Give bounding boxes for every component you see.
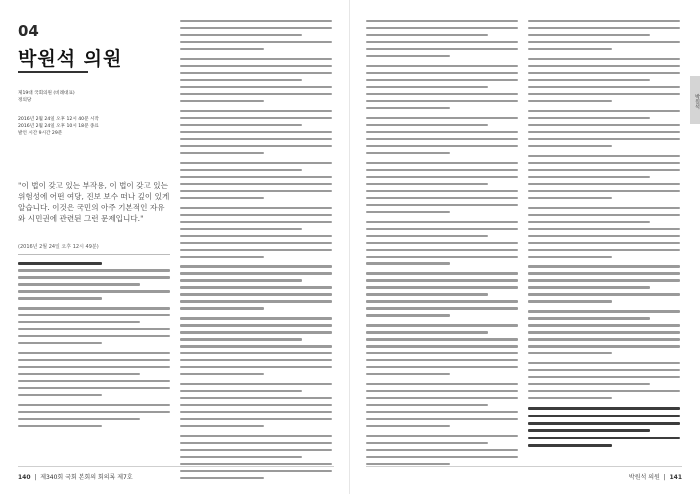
text-line <box>528 197 612 199</box>
text-line <box>366 435 518 437</box>
text-line <box>366 197 518 199</box>
text-line <box>180 124 302 126</box>
text-line <box>366 211 450 213</box>
text-line <box>180 79 302 81</box>
text-line <box>366 107 450 109</box>
text-line <box>528 100 612 102</box>
text-line <box>528 310 680 312</box>
text-line <box>528 27 680 29</box>
text-line <box>180 110 332 112</box>
text-line <box>366 65 518 67</box>
chapter-number: 04 <box>18 22 39 40</box>
text-line-emphasis <box>528 437 680 440</box>
text-line <box>528 48 612 50</box>
text-line <box>366 404 488 406</box>
text-line <box>180 317 332 319</box>
text-line <box>528 279 680 281</box>
text-line <box>180 397 332 399</box>
text-line <box>366 176 518 178</box>
text-line <box>366 221 518 223</box>
text-line <box>366 169 518 171</box>
text-line <box>366 300 518 302</box>
text-line <box>528 162 680 164</box>
text-line <box>366 41 518 43</box>
text-line <box>18 418 140 420</box>
right-footer: 박원석 의원 | 141 <box>628 474 682 481</box>
text-line <box>366 456 518 458</box>
text-line <box>18 335 170 337</box>
text-line <box>528 256 612 258</box>
text-line <box>366 145 518 147</box>
text-line <box>180 373 264 375</box>
text-line <box>528 362 680 364</box>
text-line <box>528 117 650 119</box>
text-line <box>18 262 102 265</box>
session-times <box>18 116 99 137</box>
text-line <box>528 221 650 223</box>
member-info-line: 정의당 <box>18 98 32 103</box>
text-line <box>528 317 650 319</box>
text-line <box>528 190 680 192</box>
text-line <box>528 369 680 371</box>
text-line <box>180 176 332 178</box>
text-line <box>366 338 518 340</box>
text-line <box>180 20 332 22</box>
text-line <box>366 397 518 399</box>
text-line <box>180 279 302 281</box>
text-line <box>366 307 518 309</box>
text-line <box>366 242 518 244</box>
publication-title: 제340회 국회 본회의 회의록 제7호 <box>40 474 133 481</box>
text-line <box>180 117 332 119</box>
text-line <box>528 376 680 378</box>
text-line <box>528 20 680 22</box>
text-line <box>366 152 450 154</box>
text-line <box>180 449 332 451</box>
text-line <box>18 314 170 316</box>
quote-divider <box>18 254 170 255</box>
text-line <box>180 404 332 406</box>
text-line <box>366 228 518 230</box>
text-line <box>366 262 450 264</box>
session-end: 2016년 2월 24일 오후 10시 18분 종료 <box>18 124 99 129</box>
text-line <box>528 235 680 237</box>
text-line <box>18 373 140 375</box>
text-line <box>528 272 680 274</box>
text-line <box>18 283 140 285</box>
text-line <box>180 242 332 244</box>
text-line <box>366 463 450 465</box>
text-line <box>18 380 170 382</box>
text-line <box>528 397 612 399</box>
text-line <box>366 390 518 392</box>
text-line <box>180 235 332 237</box>
text-line <box>180 93 332 95</box>
text-line-emphasis <box>528 415 680 418</box>
text-line <box>528 352 612 354</box>
body-column-1 <box>18 262 170 432</box>
text-line <box>528 300 612 302</box>
text-line <box>528 58 680 60</box>
text-line <box>180 272 332 274</box>
text-line <box>180 65 332 67</box>
text-line <box>366 131 518 133</box>
text-line <box>528 79 650 81</box>
text-line <box>366 279 518 281</box>
text-line <box>180 58 332 60</box>
text-line <box>180 249 332 251</box>
text-line <box>18 359 170 361</box>
text-line <box>528 390 680 392</box>
member-info-line: 제19대 국회의원 (비례대표) <box>18 91 75 96</box>
text-line <box>180 190 332 192</box>
text-line <box>528 324 680 326</box>
text-line <box>366 34 488 36</box>
footer-rule <box>18 466 334 467</box>
text-line <box>528 242 680 244</box>
text-line <box>366 331 488 333</box>
left-footer: 140 | 제340회 국회 본회의 회의록 제7호 <box>18 474 133 481</box>
text-line <box>366 293 488 295</box>
text-line <box>528 265 680 267</box>
body-column-4 <box>528 20 680 452</box>
text-line <box>366 449 518 451</box>
text-line <box>528 65 680 67</box>
text-line <box>528 110 680 112</box>
text-line <box>180 463 332 465</box>
text-line <box>366 55 450 57</box>
text-line <box>528 86 680 88</box>
text-line <box>180 183 332 185</box>
text-line <box>180 145 332 147</box>
text-line <box>366 345 518 347</box>
text-line <box>366 138 518 140</box>
text-line <box>18 425 102 427</box>
text-line <box>18 352 170 354</box>
text-line <box>180 338 302 340</box>
text-line <box>366 314 450 316</box>
text-line <box>180 470 332 472</box>
text-line <box>18 328 170 330</box>
text-line <box>528 72 680 74</box>
pull-quote: "이 법이 갖고 있는 부작용, 이 법이 갖고 있는 위험성에 어떤 여당, 진보 보수 떠나 깊이 있게 알습니다. 이것은 국민의 아주 기본적인 자유와 시민권에 관련된 그런 문제입니다." <box>18 181 170 223</box>
chapter-footer-title: 박원석 의원 <box>628 474 660 481</box>
text-line <box>528 286 650 288</box>
text-line <box>366 418 518 420</box>
text-line <box>18 394 102 396</box>
text-line <box>180 48 264 50</box>
text-line <box>180 383 332 385</box>
text-line <box>366 190 518 192</box>
text-line <box>366 72 518 74</box>
body-column-2 <box>180 20 332 484</box>
text-line <box>528 183 680 185</box>
text-line <box>180 477 264 479</box>
chapter-side-tab: 박원석 <box>690 76 700 124</box>
text-line <box>18 297 102 299</box>
text-line <box>366 366 518 368</box>
text-line <box>180 286 332 288</box>
text-line <box>528 176 650 178</box>
text-line <box>528 124 680 126</box>
text-line <box>366 352 518 354</box>
text-line <box>366 27 518 29</box>
text-line <box>180 418 332 420</box>
text-line <box>180 207 332 209</box>
text-line <box>180 169 302 171</box>
text-line <box>528 383 650 385</box>
text-line <box>366 100 518 102</box>
text-line <box>180 221 332 223</box>
body-column-3 <box>366 20 518 470</box>
text-line <box>366 79 518 81</box>
text-line <box>366 324 518 326</box>
text-line <box>528 169 680 171</box>
text-line <box>180 72 332 74</box>
text-line <box>180 425 264 427</box>
text-line-emphasis <box>528 429 650 432</box>
text-line <box>528 214 680 216</box>
text-line <box>18 366 170 368</box>
text-line <box>528 293 680 295</box>
text-line <box>528 155 680 157</box>
text-line <box>180 256 264 258</box>
text-line <box>366 183 488 185</box>
text-line <box>180 228 302 230</box>
text-line <box>528 41 680 43</box>
footer-rule <box>366 466 682 467</box>
text-line <box>528 93 680 95</box>
text-line <box>18 411 170 413</box>
text-line <box>180 152 264 154</box>
member-info <box>18 90 75 104</box>
text-line <box>528 345 680 347</box>
text-line <box>366 86 488 88</box>
text-line <box>366 48 518 50</box>
text-line <box>180 27 332 29</box>
text-line <box>180 138 332 140</box>
text-line <box>180 162 332 164</box>
text-line <box>180 131 332 133</box>
text-line <box>366 20 518 22</box>
text-line <box>18 276 170 278</box>
text-line <box>180 345 332 347</box>
text-line <box>180 366 332 368</box>
text-line <box>18 342 102 344</box>
text-line <box>366 117 518 119</box>
session-duration: 발언 시간 9시간 29분 <box>18 131 63 136</box>
page-number: 141 <box>669 474 682 481</box>
text-line <box>18 404 170 406</box>
text-line <box>180 442 332 444</box>
text-line <box>18 290 170 292</box>
title-underline <box>18 71 88 73</box>
text-line <box>366 162 518 164</box>
text-line <box>366 286 518 288</box>
text-line <box>528 338 680 340</box>
text-line <box>180 307 264 309</box>
text-line <box>528 131 680 133</box>
text-line <box>528 207 680 209</box>
text-line <box>180 352 332 354</box>
text-line <box>180 41 332 43</box>
text-line <box>366 235 488 237</box>
text-line <box>528 249 680 251</box>
page-number: 140 <box>18 474 31 481</box>
text-line <box>180 324 332 326</box>
text-line <box>180 435 332 437</box>
text-line <box>180 100 264 102</box>
left-page <box>0 0 349 494</box>
text-line <box>366 373 450 375</box>
text-line <box>366 249 518 251</box>
text-line <box>180 197 264 199</box>
text-line <box>180 214 332 216</box>
text-line <box>180 390 302 392</box>
text-line <box>180 331 332 333</box>
text-line <box>180 411 332 413</box>
text-line <box>180 456 302 458</box>
text-line <box>528 145 612 147</box>
text-line <box>180 359 332 361</box>
text-line <box>528 228 680 230</box>
text-line <box>180 86 332 88</box>
text-line <box>366 204 518 206</box>
text-line <box>366 383 518 385</box>
right-page <box>350 0 700 494</box>
text-line <box>180 300 332 302</box>
text-line <box>366 124 488 126</box>
text-line <box>366 411 518 413</box>
text-line <box>528 331 680 333</box>
text-line <box>366 425 450 427</box>
text-line <box>180 293 332 295</box>
text-line-emphasis <box>528 422 680 425</box>
text-line-emphasis <box>528 407 680 410</box>
text-line <box>18 321 140 323</box>
text-line <box>366 272 518 274</box>
text-line <box>18 387 170 389</box>
session-start: 2016년 2월 24일 오후 12시 40분 시작 <box>18 117 99 122</box>
text-line <box>366 93 518 95</box>
quote-date: (2016년 2월 24일 오후 12시 49분) <box>18 244 99 250</box>
text-line <box>18 269 170 271</box>
text-line <box>366 442 488 444</box>
text-line <box>366 359 518 361</box>
text-line <box>528 138 680 140</box>
text-line <box>180 34 302 36</box>
text-line <box>18 307 170 309</box>
text-line <box>366 256 518 258</box>
text-line <box>528 34 650 36</box>
chapter-title: 박원석 의원 <box>18 48 123 70</box>
text-line-emphasis <box>528 444 612 447</box>
text-line <box>180 265 332 267</box>
